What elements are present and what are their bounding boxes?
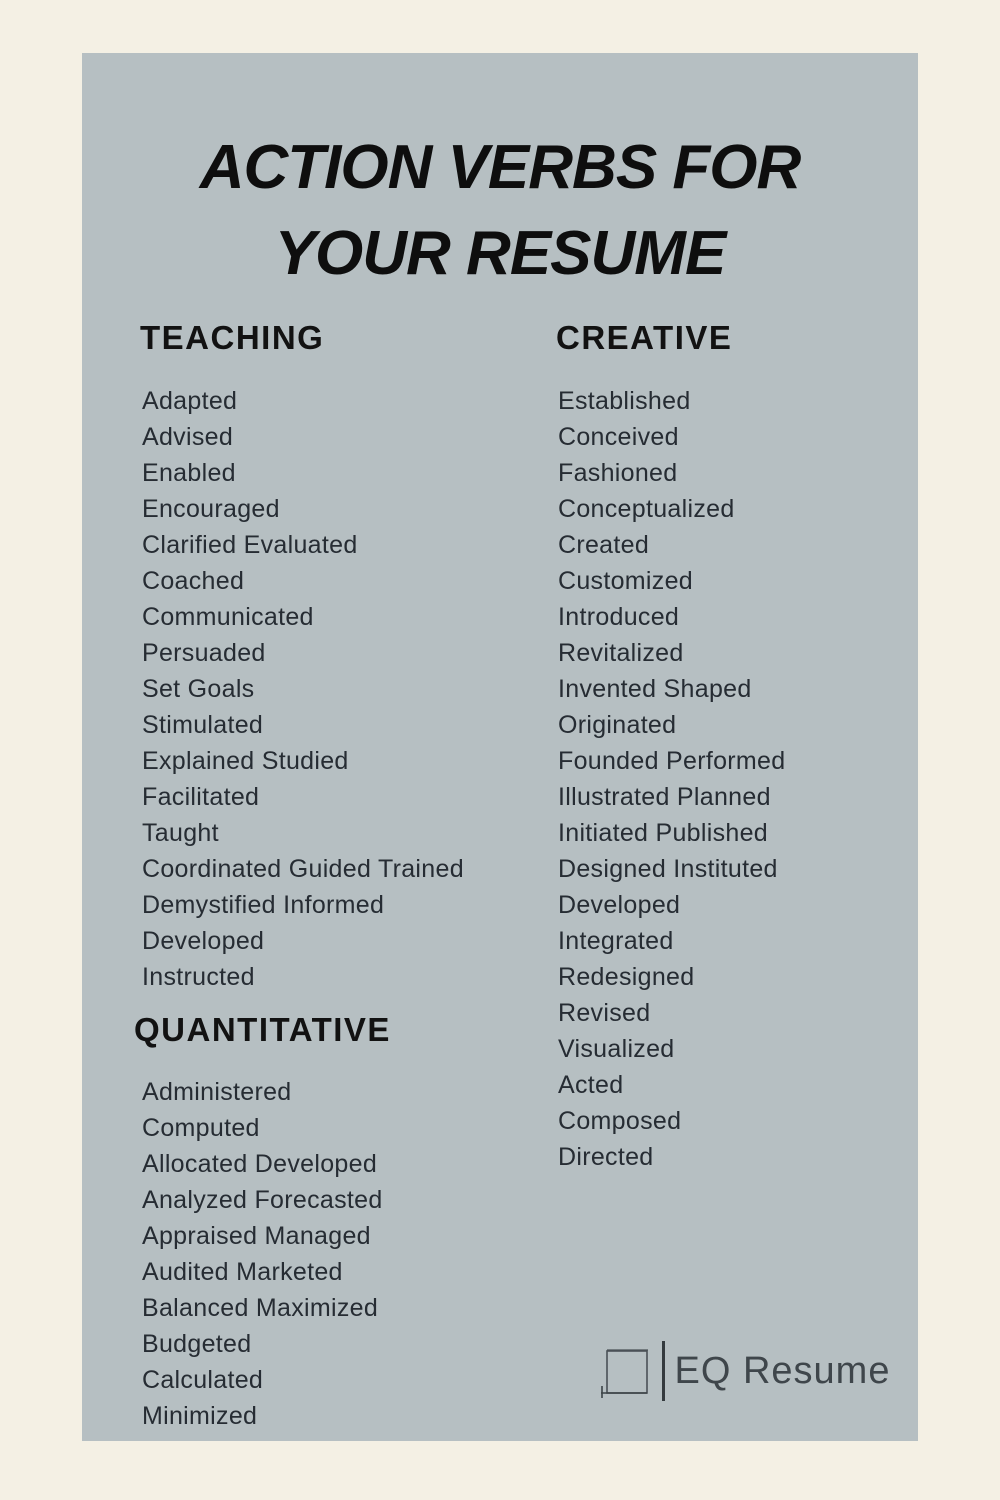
verb-item: Persuaded (142, 639, 266, 667)
verb-item: Encouraged (142, 495, 280, 523)
verb-item: Directed (558, 1143, 654, 1171)
logo-divider (662, 1341, 665, 1401)
poster-panel (82, 53, 918, 1441)
verb-list-teaching (142, 383, 464, 995)
verb-item: Audited Marketed (142, 1258, 343, 1286)
verb-item: Facilitated (142, 783, 260, 811)
verb-item: Founded Performed (558, 747, 786, 775)
verb-item: Budgeted (142, 1330, 252, 1358)
verb-item: Stimulated (142, 711, 264, 739)
square-outline-icon (598, 1342, 652, 1400)
verb-item: Illustrated Planned (558, 783, 771, 811)
verb-item: Appraised Managed (142, 1222, 371, 1250)
verb-item: Coached (142, 567, 245, 595)
verb-item: Administered (142, 1078, 292, 1106)
verb-item: Conceptualized (558, 495, 735, 523)
verb-item: Revised (558, 999, 651, 1027)
verb-item: Designed Instituted (558, 855, 778, 883)
verb-item: Demystified Informed (142, 891, 385, 919)
verb-item: Instructed (142, 963, 255, 991)
section-title-teaching: TEACHING (140, 319, 325, 356)
verb-item: Taught (142, 819, 219, 847)
verb-item: Developed (142, 927, 265, 955)
verb-item: Acted (558, 1071, 624, 1099)
verb-item: Advised (142, 423, 234, 451)
verb-item: Created (558, 531, 650, 559)
verb-item: Established (558, 387, 691, 415)
verb-item: Set Goals (142, 675, 255, 703)
eq-resume-logo (598, 1341, 890, 1401)
verb-item: Communicated (142, 603, 314, 631)
verb-item: Composed (558, 1107, 682, 1135)
verb-item: Minimized (142, 1402, 258, 1430)
verb-item: Clarified Evaluated (142, 531, 358, 559)
verb-item: Adapted (142, 387, 238, 415)
verb-item: Explained Studied (142, 747, 349, 775)
verb-item: Developed (558, 891, 681, 919)
verb-item: Revitalized (558, 639, 684, 667)
verb-item: Allocated Developed (142, 1150, 378, 1178)
verb-item: Visualized (558, 1035, 675, 1063)
verb-item: Calculated (142, 1366, 264, 1394)
verb-item: Coordinated Guided Trained (142, 855, 464, 883)
section-title-creative: CREATIVE (556, 319, 733, 356)
verb-list-creative (558, 383, 785, 1175)
verb-item: Conceived (558, 423, 679, 451)
logo-text: EQ Resume (674, 1349, 891, 1392)
verb-item: Introduced (558, 603, 680, 631)
verb-item: Fashioned (558, 459, 678, 487)
verb-item: Analyzed Forecasted (142, 1186, 383, 1214)
verb-item: Redesigned (558, 963, 695, 991)
poster-title (82, 125, 918, 297)
poster-title-line1: ACTION VERBS FOR (199, 133, 801, 202)
verb-item: Balanced Maximized (142, 1294, 379, 1322)
poster-title-line2: YOUR RESUME (274, 219, 726, 288)
verb-item: Integrated (558, 927, 674, 955)
verb-list-quantitative (142, 1074, 383, 1434)
verb-item: Originated (558, 711, 677, 739)
verb-item: Initiated Published (558, 819, 769, 847)
verb-item: Enabled (142, 459, 236, 487)
verb-item: Customized (558, 567, 693, 595)
verb-item: Invented Shaped (558, 675, 752, 703)
verb-item: Computed (142, 1114, 260, 1142)
section-title-quantitative: QUANTITATIVE (134, 1011, 391, 1048)
